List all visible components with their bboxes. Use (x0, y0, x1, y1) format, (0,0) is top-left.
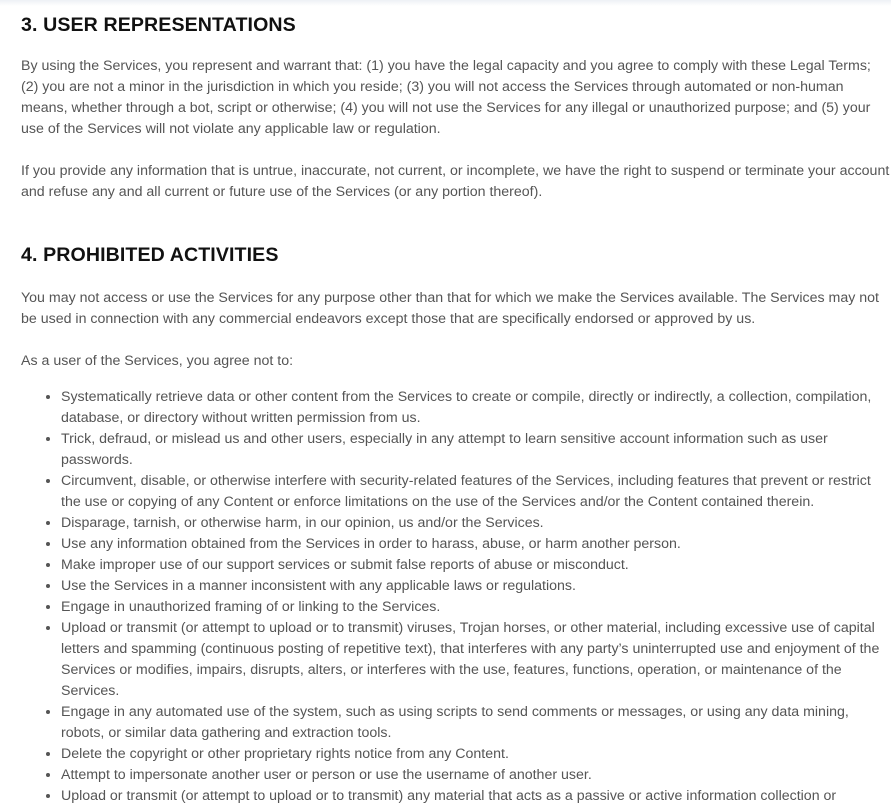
section-heading: 4. PROHIBITED ACTIVITIES (21, 244, 279, 266)
list-item: • Disparage, tarnish, or otherwise harm, in our opinion, us and/or the Services. (61, 513, 891, 534)
list-item: • Circumvent, disable, or otherwise interfere with security-related features of the Services, including features that prevent or restrict the use or copying of any Content or enforce limitations on the use of the Services and/or the Content contained therein. (61, 471, 891, 513)
paragraph: If you provide any information that is untrue, inaccurate, not current, or incomplete, we have the right to suspend or terminate your account and refuse any and all current or future use of the Services (or any portion thereof). (21, 163, 890, 200)
section-prohibited-activities (21, 243, 891, 803)
list-item: • Upload or transmit (or attempt to upload or to transmit) viruses, Trojan horses, or other material, including excessive use of capital letters and spamming (continuous posting of repetitive text), that interferes with any party’s uninterrupted use and enjoyment of the Services or modifies, impairs, disrupts, alters, or interferes with the use, features, functions, operation, or maintenance of the Services. (61, 618, 891, 702)
list-item: • Engage in any automated use of the system, such as using scripts to send comments or messages, or using any data mining, robots, or similar data gathering and extraction tools. (61, 702, 891, 744)
list-item: • Use the Services in a manner inconsistent with any applicable laws or regulations. (61, 576, 891, 597)
section-user-representations (21, 0, 891, 203)
paragraph: As a user of the Services, you agree not to: (21, 353, 294, 369)
list-item: • Systematically retrieve data or other content from the Services to create or compile, directly or indirectly, a collection, compilation, database, or directory without written permission from us. (61, 387, 891, 429)
list-item: • Use any information obtained from the Services in order to harass, abuse, or harm another person. (61, 534, 891, 555)
paragraph: By using the Services, you represent and warrant that: (1) you have the legal capacity and you agree to comply with these Legal Terms; (2) you are not a minor in the jurisdiction in which you reside; (3) you will not access the Services through automated or non-human means, whether through a bot, script or otherwise; (4) you will not use the Services for any illegal or unauthorized purpose; and (5) your use of the Services will not violate any applicable law or regulation. (21, 58, 871, 137)
list-item: • Upload or transmit (or attempt to upload or to transmit) any material that acts as a passive or active information collection or (61, 786, 891, 803)
paragraph: You may not access or use the Services for any purpose other than that for which we make the Services available. The Services may not be used in connection with any commercial endeavors except those that are specifically endorsed or approved by us. (21, 290, 879, 327)
list-item: • Make improper use of our support services or submit false reports of abuse or misconduct. (61, 555, 891, 576)
list-item: • Engage in unauthorized framing of or linking to the Services. (61, 597, 891, 618)
prohibited-activities-list (21, 387, 891, 803)
section-heading: 3. USER REPRESENTATIONS (21, 14, 296, 36)
list-item: • Attempt to impersonate another user or person or use the username of another user. (61, 765, 891, 786)
list-item: • Trick, defraud, or mislead us and other users, especially in any attempt to learn sensitive account information such as user passwords. (61, 429, 891, 471)
list-item: • Delete the copyright or other proprietary rights notice from any Content. (61, 744, 891, 765)
